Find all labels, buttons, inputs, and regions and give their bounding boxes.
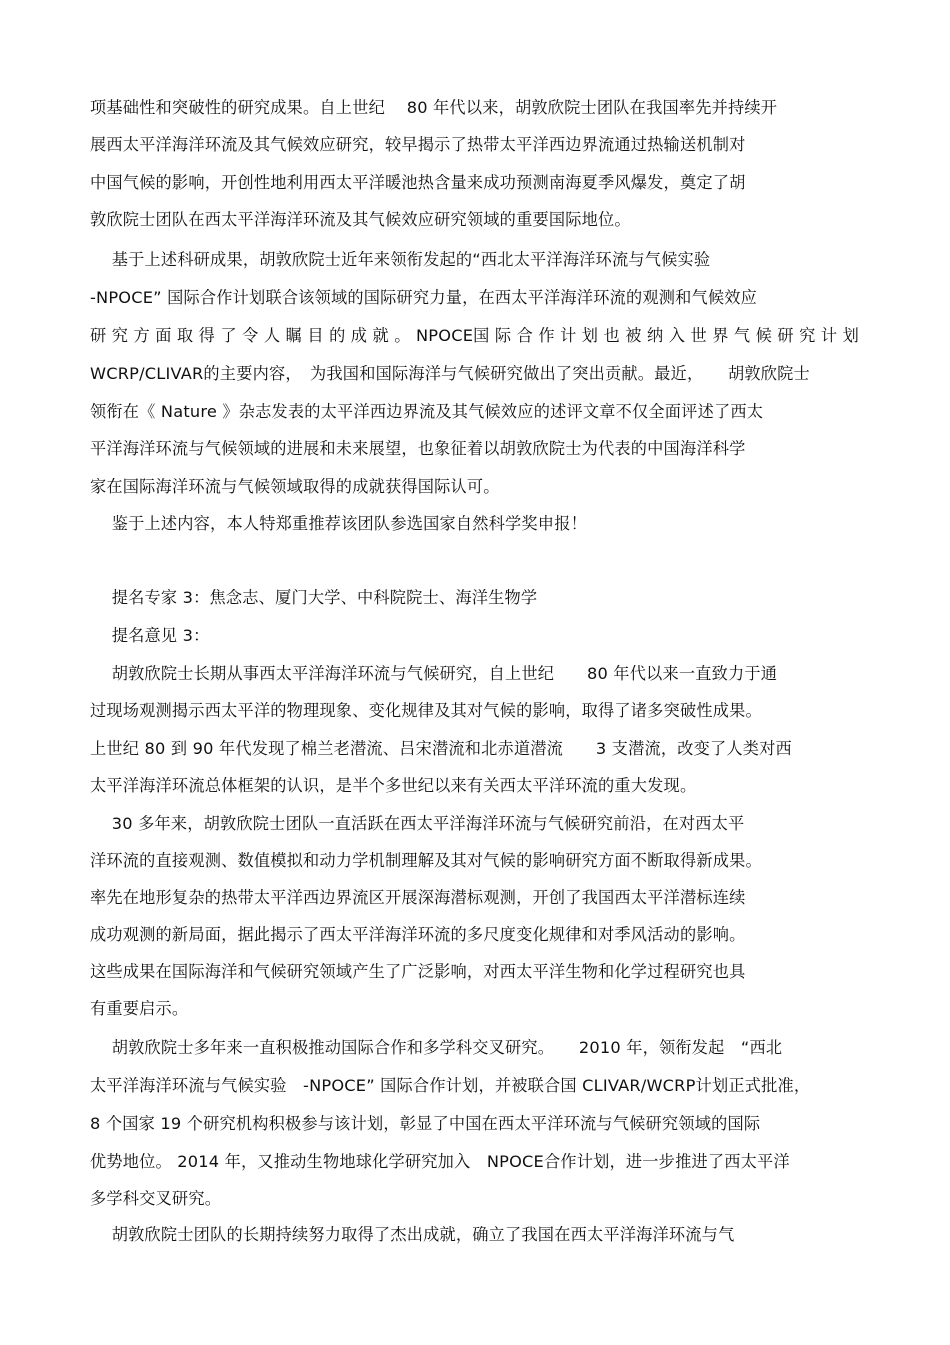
- text-line: 率先在地形复杂的热带太平洋西边界流区开展深海潜标观测，开创了我国西太平洋潜标连续: [90, 888, 746, 907]
- text-line: 敦欣院士团队在西太平洋海洋环流及其气候效应研究领域的重要国际地位。: [90, 210, 631, 229]
- text-line: 这些成果在国际海洋和气候研究领域产生了广泛影响，对西太平洋生物和化学过程研究也具: [90, 962, 746, 981]
- text-line: -NPOCE” 国际合作计划联合该领域的国际研究力量，在西太平洋海洋环流的观测和气候效应: [90, 288, 758, 307]
- text-line: 太平洋海洋环流与气候实验 -NPOCE” 国际合作计划，并被联合国 CLIVAR/WCRP计划正式批准，: [90, 1076, 811, 1095]
- text-line: 鉴于上述内容，本人特郑重推荐该团队参选国家自然科学奖申报！: [90, 514, 587, 533]
- text-line: 项基础性和突破性的研究成果。自上世纪 80 年代以来，胡敦欣院士团队在我国率先并持续开: [90, 98, 778, 117]
- text-line: 平洋海洋环流与气候领域的进展和未来展望，也象征着以胡敦欣院士为代表的中国海洋科学: [90, 439, 746, 458]
- text-line: WCRP/CLIVAR的主要内容， 为我国和国际海洋与气候研究做出了突出贡献。最近， 胡敦欣院士: [90, 364, 810, 383]
- text-line: 多学科交叉研究。: [90, 1189, 222, 1208]
- text-line: 有重要启示。: [90, 999, 189, 1018]
- text-line: 优势地位。 2014 年，又推动生物地球化学研究加入 NPOCE合作计划，进一步推进了西太平洋: [90, 1152, 790, 1171]
- nominator-heading: 提名专家 3：焦念志、厦门大学、中科院院士、海洋生物学: [90, 588, 538, 607]
- text-line: 30 多年来，胡敦欣院士团队一直活跃在西太平洋海洋环流与气候研究前沿，在对西太平: [90, 814, 745, 833]
- text-line: 家在国际海洋环流与气候领域取得的成就获得国际认可。: [90, 477, 500, 496]
- text-line: 胡敦欣院士多年来一直积极推动国际合作和多学科交叉研究。 2010 年，领衔发起 “西北: [90, 1038, 783, 1057]
- text-line: 研 究 方 面 取 得 了 令 人 瞩 目 的 成 就 。 NPOCE国 际 合 作 计 划 也 被 纳 入 世 界 气 候 研 究 计 划: [90, 326, 859, 345]
- opinion-heading: 提名意见 3：: [90, 626, 210, 645]
- text-line: 过现场观测揭示西太平洋的物理现象、变化规律及其对气候的影响，取得了诸多突破性成果。: [90, 701, 762, 720]
- text-line: 胡敦欣院士长期从事西太平洋海洋环流与气候研究，自上世纪 80 年代以来一直致力于通: [90, 664, 778, 683]
- text-line: 成功观测的新局面，据此揭示了西太平洋海洋环流的多尺度变化规律和对季风活动的影响。: [90, 925, 746, 944]
- text-line: 洋环流的直接观测、数值模拟和动力学机制理解及其对气候的影响研究方面不断取得新成果。: [90, 851, 762, 870]
- text-line: 上世纪 80 到 90 年代发现了棉兰老潜流、吕宋潜流和北赤道潜流 3 支潜流，改变了人类对西: [90, 739, 792, 758]
- text-line: 中国气候的影响，开创性地利用西太平洋暖池热含量来成功预测南海夏季风爆发，奠定了胡: [90, 173, 746, 192]
- text-line: 展西太平洋海洋环流及其气候效应研究，较早揭示了热带太平洋西边界流通过热输送机制对: [90, 135, 746, 154]
- text-line: 基于上述科研成果，胡敦欣院士近年来领衔发起的“西北太平洋海洋环流与气候实验: [90, 250, 711, 269]
- text-line: 领衔在《 Nature 》杂志发表的太平洋西边界流及其气候效应的述评文章不仅全面评述了西太: [90, 402, 764, 421]
- text-line: 太平洋海洋环流总体框架的认识，是半个多世纪以来有关西太平洋环流的重大发现。: [90, 776, 697, 795]
- text-line: 8 个国家 19 个研究机构积极参与该计划，彰显了中国在西太平洋环流与气候研究领域的国际: [90, 1114, 761, 1133]
- text-line: 胡敦欣院士团队的长期持续努力取得了杰出成就，确立了我国在西太平洋海洋环流与气: [90, 1225, 735, 1244]
